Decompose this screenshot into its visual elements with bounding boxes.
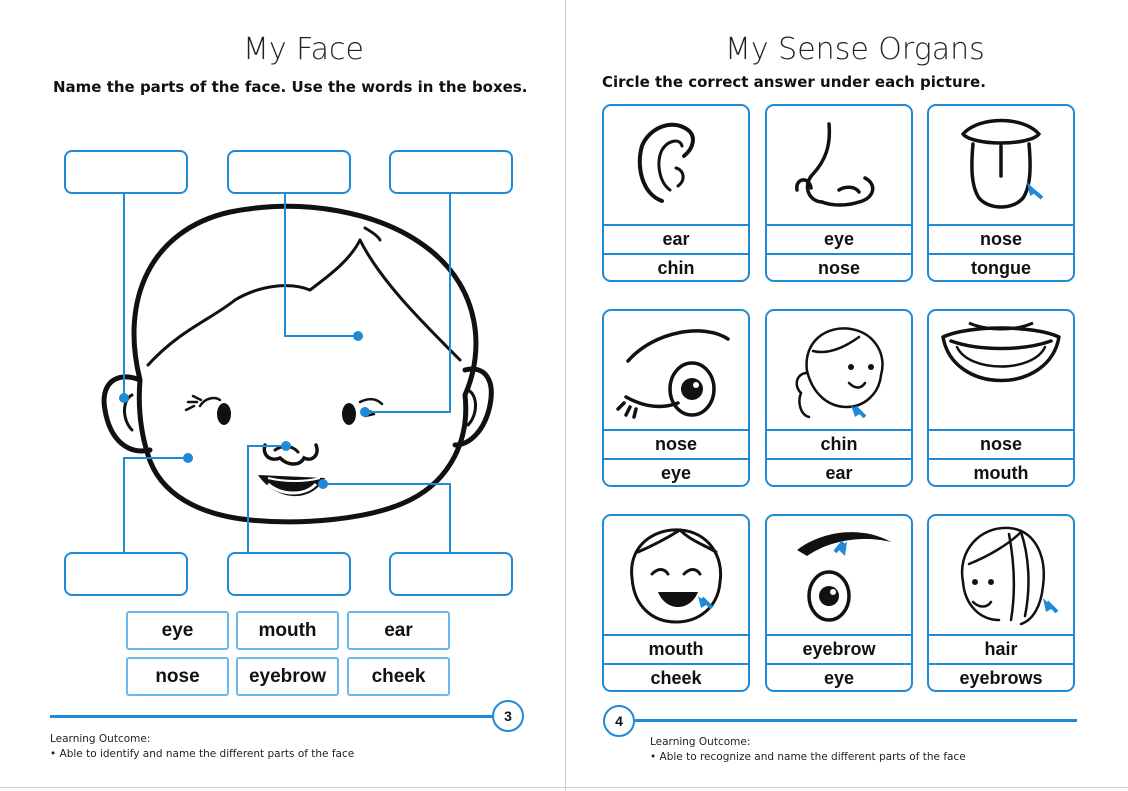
option-cheek[interactable]: cheek [604, 663, 748, 692]
word-bank-mouth[interactable]: mouth [236, 611, 339, 650]
page-bottom-edge [0, 787, 1128, 788]
word-bank-ear[interactable]: ear [347, 611, 450, 650]
learning-outcome-heading: Learning Outcome: [50, 733, 151, 745]
card-hair [927, 514, 1075, 692]
girl-hair-picture [929, 516, 1073, 634]
ear-picture [604, 106, 748, 224]
tongue-picture [929, 106, 1073, 224]
answer-box-bottom-center[interactable] [227, 552, 351, 596]
option-eyebrow[interactable]: eyebrow [767, 634, 911, 663]
answer-box-top-left[interactable] [64, 150, 188, 194]
option-eye[interactable]: eye [767, 663, 911, 692]
word-bank-cheek[interactable]: cheek [347, 657, 450, 696]
option-mouth[interactable]: mouth [929, 458, 1073, 487]
option-ear[interactable]: ear [604, 224, 748, 253]
word-bank-eyebrow[interactable]: eyebrow [236, 657, 339, 696]
option-hair[interactable]: hair [929, 634, 1073, 663]
learning-outcome-item: • Able to recognize and name the different parts of the face [650, 751, 966, 763]
answer-box-bottom-left[interactable] [64, 552, 188, 596]
girl-chin-picture [767, 311, 911, 429]
option-chin[interactable]: chin [767, 429, 911, 458]
page-title: My Face [243, 32, 365, 67]
page-number: 3 [492, 700, 524, 732]
card-eyebrow [765, 514, 913, 692]
answer-box-top-center[interactable] [227, 150, 351, 194]
option-ear[interactable]: ear [767, 458, 911, 487]
page-title: My Sense Organs [725, 32, 985, 67]
mouth-picture [929, 311, 1073, 429]
face-diagram [0, 0, 566, 620]
word-bank-eye[interactable]: eye [126, 611, 229, 650]
instruction-text: Name the parts of the face. Use the words in the boxes. [53, 78, 528, 96]
footer-rule [50, 715, 493, 718]
eyebrow-picture [767, 516, 911, 634]
card-nose [765, 104, 913, 282]
boy-cheek-picture [604, 516, 748, 634]
right-page [566, 0, 1128, 791]
instruction-text: Circle the correct answer under each picture. [602, 73, 986, 91]
answer-box-top-right[interactable] [389, 150, 513, 194]
word-bank-nose[interactable]: nose [126, 657, 229, 696]
card-tongue [927, 104, 1075, 282]
option-eyebrows[interactable]: eyebrows [929, 663, 1073, 692]
option-chin[interactable]: chin [604, 253, 748, 282]
card-eye [602, 309, 750, 487]
option-nose[interactable]: nose [929, 429, 1073, 458]
footer-rule [635, 719, 1077, 722]
option-tongue[interactable]: tongue [929, 253, 1073, 282]
option-eye[interactable]: eye [767, 224, 911, 253]
learning-outcome-text: Able to identify and name the different parts of the face [59, 748, 355, 760]
card-ear [602, 104, 750, 282]
learning-outcome-text: Able to recognize and name the different parts of the face [659, 751, 966, 763]
option-nose[interactable]: nose [929, 224, 1073, 253]
card-cheek [602, 514, 750, 692]
option-mouth[interactable]: mouth [604, 634, 748, 663]
option-eye[interactable]: eye [604, 458, 748, 487]
card-mouth [927, 309, 1075, 487]
nose-picture [767, 106, 911, 224]
card-chin [765, 309, 913, 487]
learning-outcome-item: • Able to identify and name the different parts of the face [50, 748, 355, 760]
eye-picture [604, 311, 748, 429]
option-nose[interactable]: nose [767, 253, 911, 282]
answer-box-bottom-right[interactable] [389, 552, 513, 596]
learning-outcome-heading: Learning Outcome: [650, 736, 751, 748]
page-number: 4 [603, 705, 635, 737]
option-nose[interactable]: nose [604, 429, 748, 458]
